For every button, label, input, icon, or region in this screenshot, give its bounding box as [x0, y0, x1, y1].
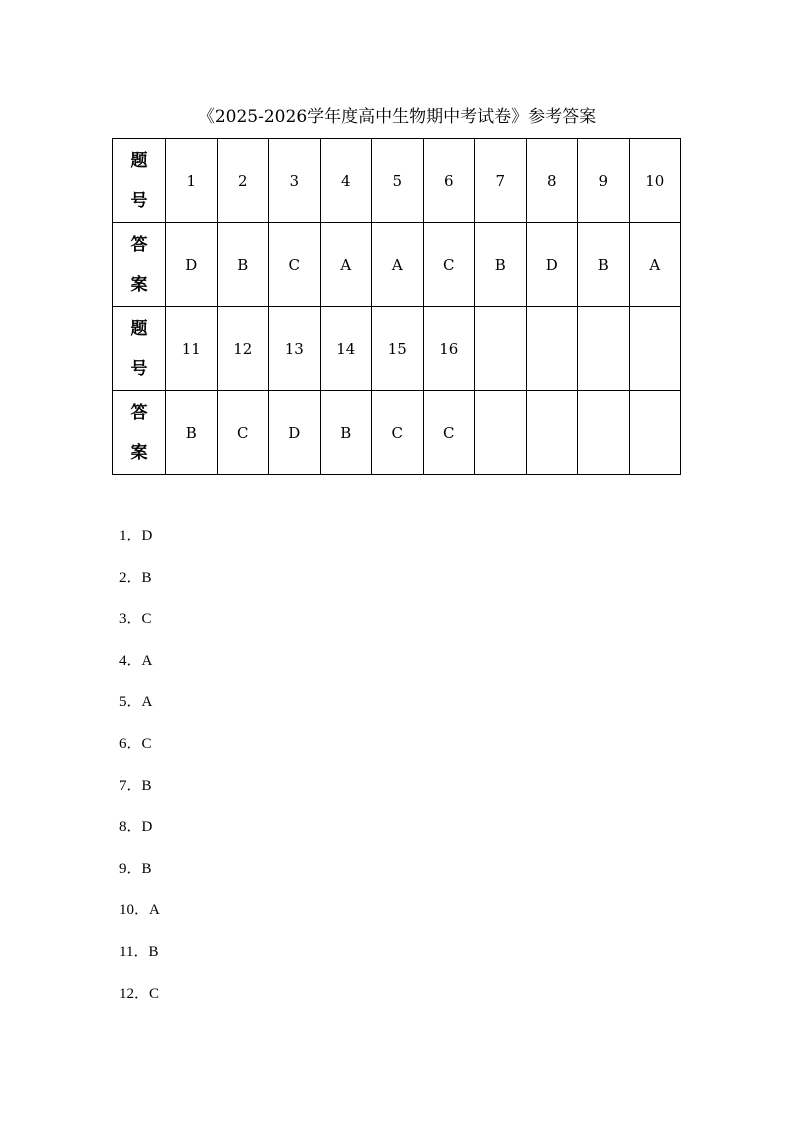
table-cell: 8 — [526, 139, 578, 223]
table-row-numbers-2 — [113, 307, 681, 391]
table-cell: 11 — [166, 307, 218, 391]
table-cell: C — [372, 391, 424, 475]
list-item: 6．C — [119, 735, 152, 752]
table-cell: B — [166, 391, 218, 475]
table-cell: C — [423, 223, 475, 307]
table-row-answers-2 — [113, 391, 681, 475]
page-title: 《2025-2026学年度高中生物期中考试卷》参考答案 — [197, 107, 597, 127]
table-row-answers-1 — [113, 223, 681, 307]
table-cell — [629, 307, 681, 391]
list-item: 11．B — [119, 943, 159, 960]
table-cell: A — [629, 223, 681, 307]
table-cell — [526, 391, 578, 475]
list-item: 5．A — [119, 694, 153, 711]
table-cell: 16 — [423, 307, 475, 391]
list-item: 10．A — [119, 902, 160, 919]
table-cell: 15 — [372, 307, 424, 391]
table-cell: B — [578, 223, 630, 307]
list-item: 3．C — [119, 611, 152, 628]
row-label-char: 号 — [130, 358, 148, 379]
row-label-number — [113, 139, 166, 223]
list-item: 7．B — [119, 777, 152, 794]
table-cell: C — [423, 391, 475, 475]
table-cell: C — [217, 391, 269, 475]
list-item: 1．D — [119, 528, 153, 544]
table-cell: 10 — [629, 139, 681, 223]
answer-table — [112, 138, 681, 475]
table-cell: 12 — [217, 307, 269, 391]
table-cell: B — [320, 391, 372, 475]
table-cell: 13 — [269, 307, 321, 391]
row-label-char: 号 — [130, 190, 148, 211]
table-cell: A — [320, 223, 372, 307]
table-cell: 6 — [423, 139, 475, 223]
table-cell: 14 — [320, 307, 372, 391]
list-item: 2．B — [119, 569, 152, 586]
answer-list — [119, 521, 160, 1020]
table-cell: D — [166, 223, 218, 307]
list-item: 9．B — [119, 860, 152, 877]
table-cell: B — [217, 223, 269, 307]
table-cell: 5 — [372, 139, 424, 223]
table-cell: 3 — [269, 139, 321, 223]
row-label-number — [113, 307, 166, 391]
row-label-answer — [113, 391, 166, 475]
list-item: 12．C — [119, 985, 160, 1002]
table-cell: C — [269, 223, 321, 307]
table-row-numbers-1 — [113, 139, 681, 223]
list-item: 4．A — [119, 652, 153, 669]
table-cell: 7 — [475, 139, 527, 223]
row-label-char: 答 — [130, 234, 148, 255]
table-cell — [475, 307, 527, 391]
table-cell: 1 — [166, 139, 218, 223]
table-cell: A — [372, 223, 424, 307]
table-cell: D — [269, 391, 321, 475]
table-cell: 2 — [217, 139, 269, 223]
table-cell — [475, 391, 527, 475]
table-cell: 9 — [578, 139, 630, 223]
table-cell — [629, 391, 681, 475]
row-label-char: 案 — [130, 274, 148, 295]
table-cell — [578, 391, 630, 475]
row-label-char: 题 — [130, 150, 148, 171]
table-cell — [526, 307, 578, 391]
row-label-char: 案 — [130, 442, 148, 463]
table-cell: B — [475, 223, 527, 307]
list-item: 8．D — [119, 819, 153, 836]
row-label-char: 答 — [130, 402, 148, 423]
table-cell: 4 — [320, 139, 372, 223]
table-cell: D — [526, 223, 578, 307]
row-label-answer — [113, 223, 166, 307]
table-cell — [578, 307, 630, 391]
row-label-char: 题 — [130, 318, 148, 339]
